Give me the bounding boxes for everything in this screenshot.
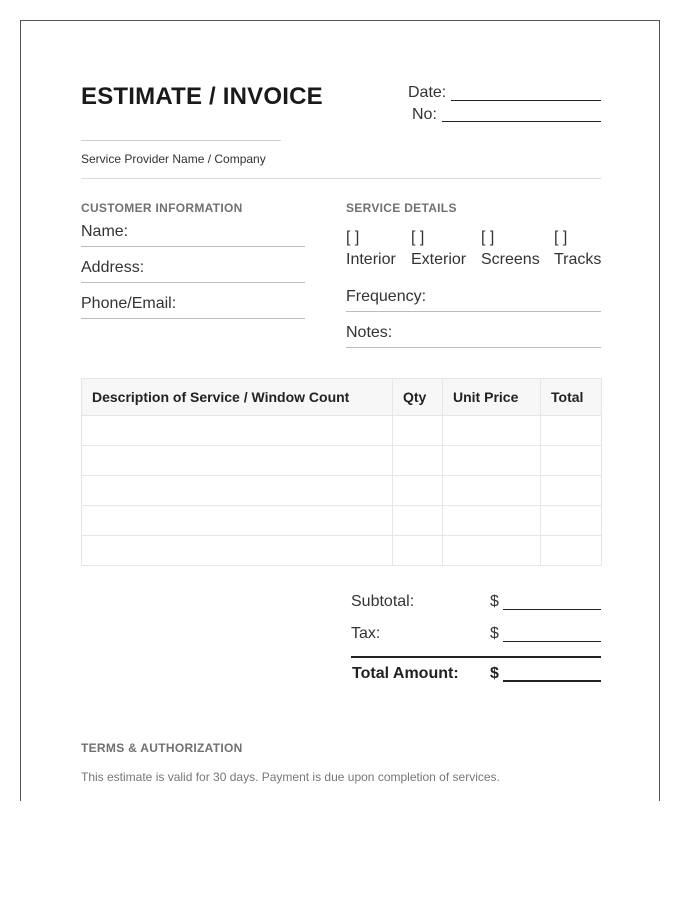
total-cell[interactable]: [541, 506, 602, 536]
unit-price-cell[interactable]: [443, 506, 541, 536]
interior-checkbox[interactable]: [ ]: [346, 229, 360, 246]
description-cell[interactable]: [82, 446, 393, 476]
tracks-checkbox[interactable]: [ ]: [554, 229, 568, 246]
service-details-heading: SERVICE DETAILS: [346, 201, 457, 215]
qty-cell[interactable]: [393, 506, 443, 536]
total-cell[interactable]: [541, 416, 602, 446]
number-label: No:: [412, 106, 437, 123]
phone-email-label: Phone/Email:: [81, 295, 177, 312]
column-header-total: Total: [541, 379, 602, 416]
description-cell[interactable]: [82, 416, 393, 446]
exterior-option-label: Exterior: [411, 251, 467, 268]
phone-email-field[interactable]: [81, 318, 305, 319]
total-cell[interactable]: [541, 476, 602, 506]
tax-field[interactable]: [503, 641, 601, 642]
header-divider: [81, 178, 601, 179]
frequency-field[interactable]: [346, 311, 601, 312]
date-label: Date:: [408, 84, 447, 101]
terms-heading: TERMS & AUTHORIZATION: [81, 741, 243, 755]
tax-label: Tax:: [351, 625, 381, 642]
unit-price-cell[interactable]: [443, 476, 541, 506]
qty-cell[interactable]: [393, 416, 443, 446]
screens-option-label: Screens: [481, 251, 540, 268]
notes-label: Notes:: [346, 324, 393, 341]
total-cell[interactable]: [541, 536, 602, 566]
table-header-row: [82, 379, 602, 416]
unit-price-cell[interactable]: [443, 416, 541, 446]
tax-currency: $: [490, 625, 499, 642]
total-amount-currency: $: [490, 665, 499, 682]
provider-signature-line[interactable]: [81, 140, 281, 141]
name-label: Name:: [81, 223, 129, 240]
screens-checkbox[interactable]: [ ]: [481, 229, 495, 246]
table-row: [82, 446, 602, 476]
description-cell[interactable]: [82, 476, 393, 506]
total-amount-field[interactable]: [503, 680, 601, 682]
address-field[interactable]: [81, 282, 305, 283]
service-items-table: [81, 378, 602, 566]
unit-price-cell[interactable]: [443, 536, 541, 566]
total-divider: [351, 656, 601, 658]
qty-cell[interactable]: [393, 446, 443, 476]
number-field[interactable]: [442, 121, 601, 122]
table-row: [82, 506, 602, 536]
address-label: Address:: [81, 259, 145, 276]
column-header-description: Description of Service / Window Count: [82, 379, 393, 416]
name-field[interactable]: [81, 246, 305, 247]
qty-cell[interactable]: [393, 536, 443, 566]
total-cell[interactable]: [541, 446, 602, 476]
subtotal-field[interactable]: [503, 609, 601, 610]
unit-price-cell[interactable]: [443, 446, 541, 476]
total-amount-label: Total Amount:: [352, 665, 459, 682]
date-field[interactable]: [451, 100, 601, 101]
provider-label: Service Provider Name / Company: [81, 152, 266, 166]
table-row: [82, 536, 602, 566]
description-cell[interactable]: [82, 536, 393, 566]
column-header-qty: Qty: [393, 379, 443, 416]
frequency-label: Frequency:: [346, 288, 427, 305]
subtotal-label: Subtotal:: [351, 593, 415, 610]
column-header-unit-price: Unit Price: [443, 379, 541, 416]
document-title: ESTIMATE / INVOICE: [81, 83, 323, 110]
terms-text: This estimate is valid for 30 days. Payment is due upon completion of services.: [81, 770, 500, 784]
description-cell[interactable]: [82, 506, 393, 536]
subtotal-currency: $: [490, 593, 499, 610]
tracks-option-label: Tracks: [554, 251, 602, 268]
notes-field[interactable]: [346, 347, 601, 348]
table-row: [82, 476, 602, 506]
interior-option-label: Interior: [346, 251, 396, 268]
customer-info-heading: CUSTOMER INFORMATION: [81, 201, 243, 215]
invoice-page: [20, 20, 660, 801]
table-row: [82, 416, 602, 446]
exterior-checkbox[interactable]: [ ]: [411, 229, 425, 246]
qty-cell[interactable]: [393, 476, 443, 506]
